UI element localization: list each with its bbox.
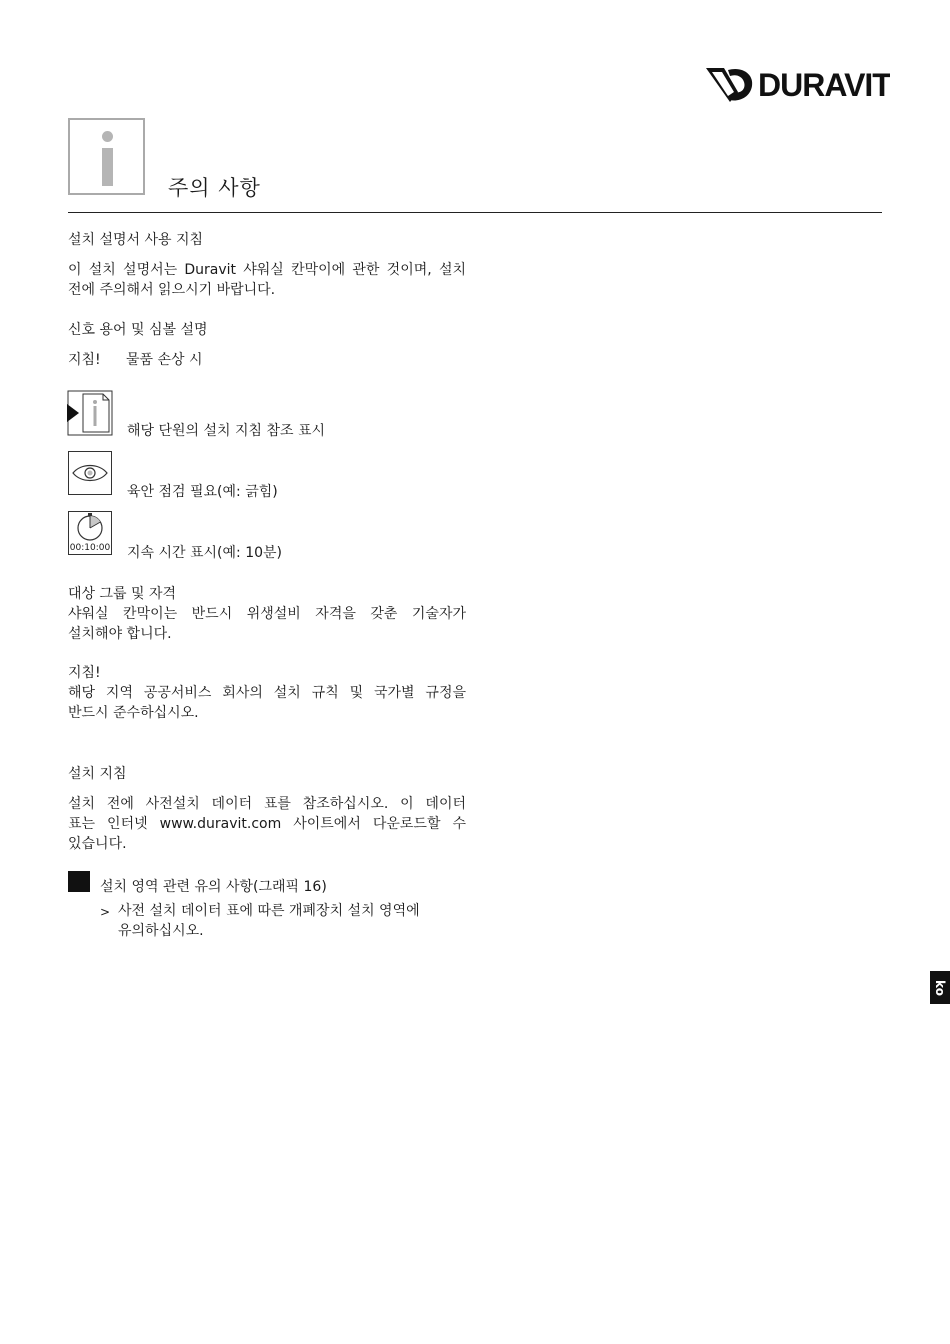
language-tab-label: ko xyxy=(933,979,947,996)
note-heading: 지침! xyxy=(68,665,101,681)
note-text-line-2: 반드시 준수하십시오. xyxy=(68,705,199,721)
signal-word: 지침! xyxy=(68,352,101,368)
target-text-line-1: 샤워실 칸막이는 반드시 위생설비 자격을 갖춘 기술자가 xyxy=(68,606,466,622)
area-heading: 설치 영역 관련 유의 사항(그래픽 16) xyxy=(100,879,327,895)
target-heading: 대상 그룹 및 자격 xyxy=(68,586,177,602)
page-title: 주의 사항 xyxy=(168,176,261,200)
usage-heading: 설치 설명서 사용 지침 xyxy=(68,232,204,248)
signal-description: 물품 손상 시 xyxy=(126,352,203,368)
stopwatch-time: 00:10:00 xyxy=(69,543,111,553)
language-tab xyxy=(930,971,950,1004)
bullet-marker: > xyxy=(100,905,111,919)
install-text-line-3: 있습니다. xyxy=(68,836,127,852)
target-text-line-2: 설치해야 합니다. xyxy=(68,626,172,642)
document-info-icon xyxy=(67,390,113,436)
symbol-label-duration: 지속 시간 표시(예: 10분) xyxy=(127,545,282,561)
area-bullet-line-2: 유의하십시오. xyxy=(118,923,204,939)
symbol-label-document: 해당 단원의 설치 지침 참조 표시 xyxy=(127,423,326,439)
install-text-line-2: 표는 인터넷 www.duravit.com 사이트에서 다운로드할 수 xyxy=(68,816,466,832)
area-bullet-line-1: 사전 설치 데이터 표에 따른 개폐장치 설치 영역에 xyxy=(118,903,420,919)
info-icon xyxy=(68,118,145,195)
usage-text-line-2: 전에 주의해서 읽으시기 바랍니다. xyxy=(68,282,276,298)
duravit-logo xyxy=(704,62,890,106)
install-heading: 설치 지침 xyxy=(68,766,127,782)
eye-icon xyxy=(68,451,112,495)
title-divider xyxy=(68,212,882,213)
section-marker-square xyxy=(68,871,90,892)
usage-text-line-1: 이 설치 설명서는 Duravit 샤워실 칸막이에 관한 것이며, 설치 xyxy=(68,262,466,278)
brand-wordmark: DURAVIT xyxy=(758,67,890,103)
stopwatch-icon xyxy=(68,511,112,555)
install-text-line-1: 설치 전에 사전설치 데이터 표를 참조하십시오. 이 데이터 xyxy=(68,796,466,812)
signal-heading: 신호 용어 및 심볼 설명 xyxy=(68,322,208,338)
note-text-line-1: 해당 지역 공공서비스 회사의 설치 규칙 및 국가별 규정을 xyxy=(68,685,466,701)
symbol-label-eye: 육안 점검 필요(예: 긁힘) xyxy=(127,484,278,500)
